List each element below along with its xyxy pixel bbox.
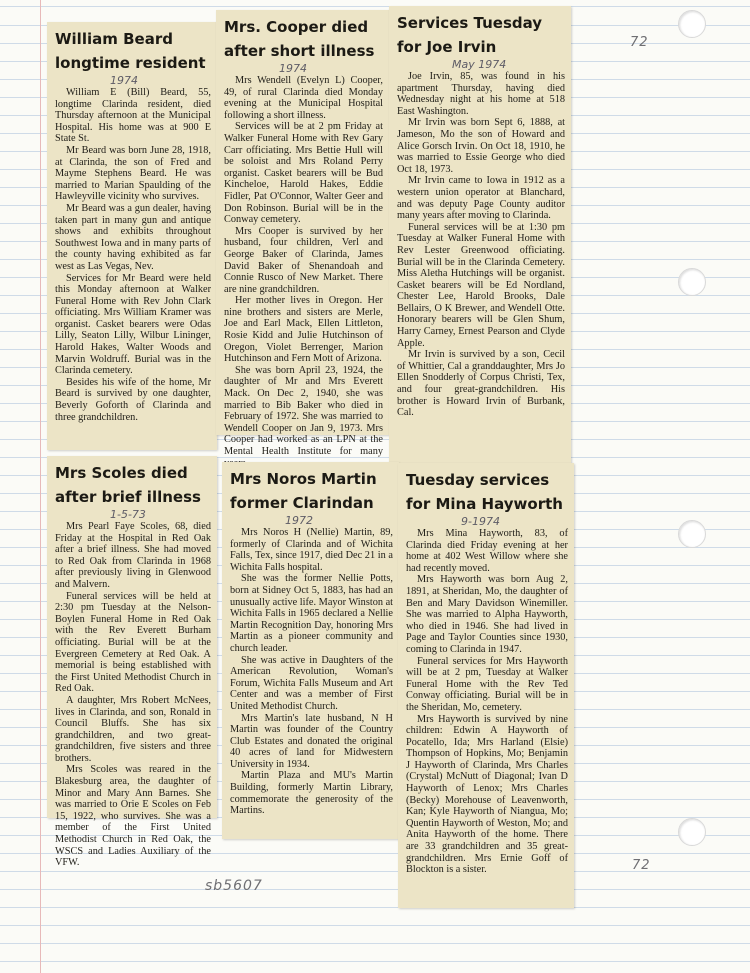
binder-hole xyxy=(678,268,706,296)
obituary-clipping-beard xyxy=(47,22,217,450)
paragraph: Funeral services for Mrs Hayworth will be at 2 pm, Tuesday at Walker Funeral Home with the Rev Ted Conway officiating. Burial will be in the Sheridan, Mo, cemetery. xyxy=(406,655,568,713)
obituary-clipping-cooper xyxy=(216,10,389,457)
paragraph: Mrs Hayworth was born Aug 2, 1891, at Sheridan, Mo, the daughter of Ben and Mary Davidson Winemiller. She was married to Alpha Hayworth, who died in 1946. She had lived in Page and Taylor Counties since 1930, coming to Clarinda in 1947. xyxy=(406,574,568,655)
headline: Mrs Noros Martin former Clarindan xyxy=(230,470,377,512)
paragraph: Funeral services will be at 1:30 pm Tuesday at Walker Funeral Home with Rev Lester Greenwood officiating. Burial will be in the Clarinda Cemetery. Miss Aletha Hutchings will be organist. Casket bearers will be Ed Nordland, Chester Lee, Harold Brooks, Dale Bellairs, O K Brewer, and Wendell Otte. Honorary bearers will be Glen Shum, Harry Carney, Ernest Pearson and Clyde Apple. xyxy=(397,221,565,349)
paragraph: Mrs Martin's late husband, N H Martin was founder of the Country Club Estates and donated the original 40 acres of land for Midwestern University in 1934. xyxy=(230,712,393,770)
paragraph: Her mother lives in Oregon. Her nine brothers and sisters are Merle, Joe and Earl Mack, Ellen Littleton, Rosie Kidd and Julie Hutchinson of Oregon, Violet Berrenger, Marion Hutchinson and Fern Mott of Arizona. xyxy=(224,295,383,365)
paragraph: Mr Irvin came to Iowa in 1912 as a western union operator at Blanchard, and was deputy Page County auditor many years after moving to Clarinda. xyxy=(397,175,565,222)
paragraph: Mrs Wendell (Evelyn L) Cooper, 49, of rural Clarinda died Monday evening at the Municipal Hospital following a short illness. xyxy=(224,75,383,121)
obituary-clipping-scoles xyxy=(47,456,217,869)
paragraph: Mrs Noros H (Nellie) Martin, 89, formerly of Clarinda and of Wichita Falls, Tex, since 1917, died Dec 21 in a Wichita Falls hospital. xyxy=(230,527,393,573)
paragraph: Funeral services will be held at 2:30 pm Tuesday at the Nelson-Boylen Funeral Home in Red Oak with the Rev Everett Burham officiating. Burial will be at the Evergreen Cemetery at Red Oak. A memorial is being established with the First United Methodist Church in Red Oak. xyxy=(55,590,211,695)
paragraph: Mrs Scoles was reared in the Blakesburg area, the daughter of Minor and Mary Ann Barnes. She was married to Orie E Scoles on Feb 15, 1922, who survives. She was a member of the First United Methodist Church in Red Oak, the WSCS and Ladies Auxiliary of the VFW. xyxy=(55,764,211,869)
paragraph: She was born April 23, 1924, the daughter of Mr and Mrs Everett Mack. On Dec 2, 1940, she was married to Bib Baker who died in February of 1972. She was married to Wendell Cooper on Jan 9, 1973. Mrs Cooper had worked as an LPN at the Mental Health Institute for many xyxy=(224,364,383,457)
paragraph: She was the former Nellie Potts, born at Sidney Oct 5, 1883, has had an unusually active life. Mayor Winston at Wichita Falls in 1965 declared a Nellie Martin Recognition Day, honoring Mrs Martin as a pioneer community and church leader. xyxy=(230,573,393,654)
handwritten-date: 1974 xyxy=(279,62,307,75)
pencil-note-bottom: 72 xyxy=(632,858,651,873)
paragraph: Martin Plaza and MU's Martin Building, formerly Martin Library, commemorate the generosity of the Martins. xyxy=(230,770,393,817)
paragraph: Mr Irvin is survived by a son, Cecil of Whittier, Cal a granddaughter, Mrs Jo Ellen Snodderly of Corpus Christi, Tex, and four great-grandchildren. His brother is Howard Irvin of Burbank, Cal. xyxy=(397,349,565,419)
pencil-note-top: 72 xyxy=(630,35,649,50)
handwritten-date: 1-5-73 xyxy=(110,508,146,521)
paragraph: Mr Beard was born June 28, 1918, at Clarinda, the son of Fred and Mayme Stephens Beard. He was married to Marian Spaulding of the Hawleyville vicinity who survives. xyxy=(55,144,211,203)
binder-hole xyxy=(678,520,706,548)
paragraph: Mrs Mina Hayworth, 83, of Clarinda died Friday evening at her home at 402 West Willow where she had recently moved. xyxy=(406,528,568,574)
handwritten-date: May 1974 xyxy=(452,58,507,71)
paragraph: Mrs Pearl Faye Scoles, 68, died Friday at the Hospital in Red Oak after a brief illness. She had moved to Red Oak from Clarinda in 1968 after previously living in Glenwood and Malvern. xyxy=(55,521,211,590)
paragraph: Services for Mr Beard were held this Monday afternoon at Walker Funeral Home with Rev John Clark officiating. Mrs William Kramer was organist. Casket bearers were Odas Lilly, Seaton Lilly, Wilbur Lininger, Harold Hakes, Walter Woods and Marvin Woldruff. Burial was in the Clarinda cemetery. xyxy=(55,272,211,377)
binder-hole xyxy=(678,818,706,846)
binder-hole xyxy=(678,10,706,38)
obituary-clipping-irvin xyxy=(389,6,571,465)
headline: Mrs Scoles died after brief illness xyxy=(55,464,201,506)
headline: William Beard longtime resident xyxy=(55,30,206,72)
handwritten-date: 1972 xyxy=(285,514,313,527)
paragraph: Mr Irvin was born Sept 6, 1888, at Jameson, Mo the son of Howard and Alice Gorsch Irvin. On Oct 18, 1910, he was married to Essie George who died Oct 18, 1973. xyxy=(397,117,565,175)
pencil-page-id: sb5607 xyxy=(205,878,263,894)
headline: Mrs. Cooper died after short illness xyxy=(224,18,375,60)
headline: Tuesday services for Mina Hayworth xyxy=(406,471,563,513)
obituary-clipping-martin xyxy=(222,462,399,839)
paragraph: Mrs Cooper is survived by her husband, four children, Verl and George Baker of Clarinda, James David Baker of Shenandoah and Connie Rusco of New Market. There are nine grandchildren. xyxy=(224,225,383,295)
paragraph: Mrs Hayworth is survived by nine children: Edwin A Hayworth of Pocatello, Ida; Mrs Harland (Elsie) Thompson of Hopkins, Mo; Benjamin J Hayworth of Clarinda, Mrs Charles (Crystal) McNutt of Diagonal; Ivan D Hayworth of Lenox; Mrs Charles (Becky) Morehouse of Leavenworth, Kan; Kyle Hayworth of Niangua, Mo; Quentin Hayworth of Weston, Mo; and Anita Hayworth of the home. There are 33 grandchildren and 35 great-grandchildren. Mrs Ernie Goff of Blockton is a sister. xyxy=(406,713,568,876)
paragraph: She was active in Daughters of the American Revolution, Woman's Forum, Wichita Falls Museum and Art Center and was a member of First United Methodist Church. xyxy=(230,654,393,712)
paragraph: Services will be at 2 pm Friday at Walker Funeral Home with Rev Gary Carr officiating. Mrs Bettie Hull will be soloist and Mrs Roland Perry organist. Casket bearers will be Bud Kincheloe, Harold Hakes, Eddie Fidler, Pat O'Connor, Walter Geer and Don Robinson. Burial will be in the Conway cemetery. xyxy=(224,121,383,226)
notebook-margin-line xyxy=(40,0,41,973)
paragraph: Joe Irvin, 85, was found in his apartment Thursday, having died Wednesday night at his home at 518 East Washington. xyxy=(397,71,565,117)
handwritten-date: 9-1974 xyxy=(461,515,500,528)
paragraph: Besides his wife of the home, Mr Beard is survived by one daughter, Beverly Goforth of Clarinda and three grandchildren. xyxy=(55,376,211,423)
paragraph: William E (Bill) Beard, 55, longtime Clarinda resident, died Thursday afternoon at the Municipal Hospital. His home was at 900 E State St. xyxy=(55,87,211,145)
obituary-clipping-hayworth xyxy=(398,463,574,908)
paragraph: Mr Beard was a gun dealer, having taken part in many gun and antique shows and exhibits throughout Southwest Iowa and in many parts of the county having exhibited as far west as Las Vegas, Nev. xyxy=(55,202,211,272)
handwritten-date: 1974 xyxy=(110,74,138,87)
headline: Services Tuesday for Joe Irvin xyxy=(397,14,543,56)
paragraph: A daughter, Mrs Robert McNees, lives in Clarinda, and son, Ronald in Council Bluffs. She has six grandchildren, and two great-grandchildren, five sisters and three brothers. xyxy=(55,694,211,764)
